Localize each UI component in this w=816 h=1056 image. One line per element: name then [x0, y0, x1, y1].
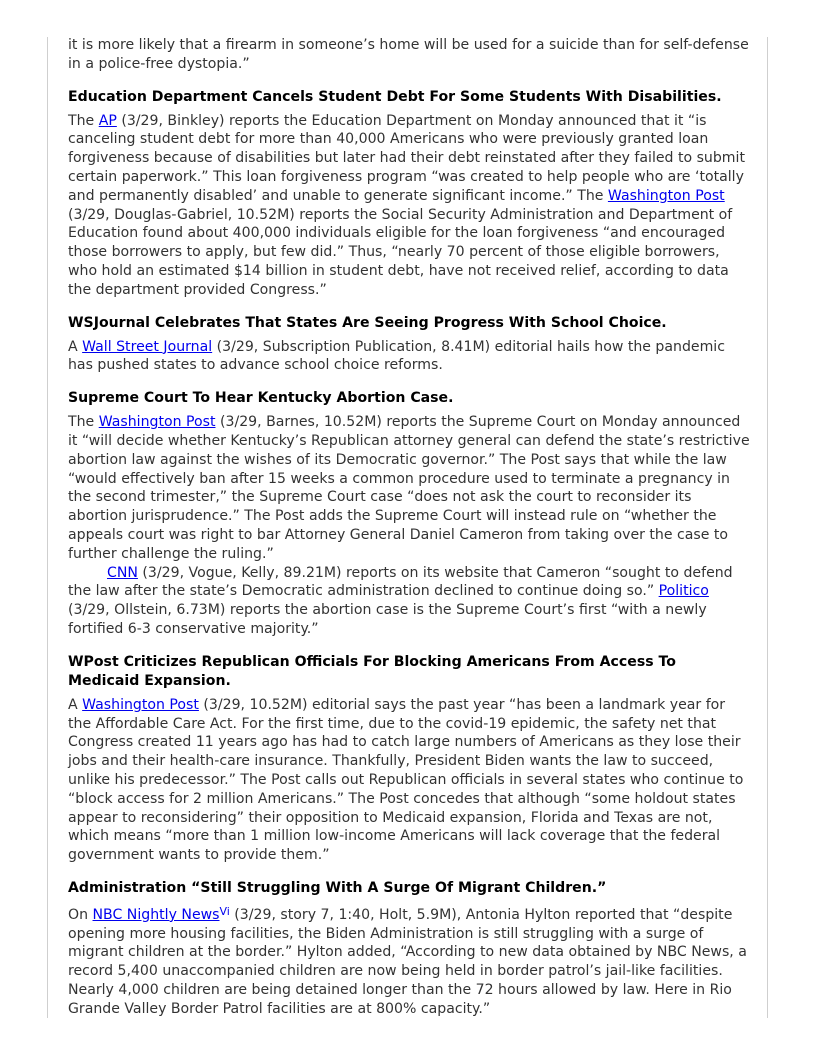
story-paragraph	[68, 338, 751, 376]
intro-paragraph: it is more likely that a firearm in someone’s home will be used for a suicide than for self-defense in a police-free dystopia.”	[68, 37, 749, 72]
text: The	[68, 414, 99, 431]
headline: WPost Criticizes Republican Officials For Blocking Americans From Access To Medicaid Expansion.	[68, 653, 676, 689]
headline: WSJournal Celebrates That States Are Seeing Progress With School Choice.	[68, 314, 667, 331]
headline: Supreme Court To Hear Kentucky Abortion Case.	[68, 390, 454, 407]
story-paragraph	[68, 903, 751, 1019]
story-abortion-case	[68, 389, 751, 639]
text: (3/29, Barnes, 10.52M) reports the Supreme Court on Monday announced it “will decide whether Kentucky’s Republican attorney general can defend the state’s restrictive abortion law against the wishes of its Democratic governor.” The Post says that while the law “would effectively ban after 15 weeks a common procedure used to terminate a pregnancy in the second trimester,” the Supreme Court case “does not ask the court to reconsider its abortion jurisprudence.” The Post adds the Supreme Court will instead rule on “whether the appeals court was right to bar Attorney General Daniel Cameron from taking over the case to further challenge the ruling.”	[68, 414, 750, 562]
text: (3/29, 10.52M) editorial says the past year “has been a landmark year for the Affordable Care Act. For the first time, due to the covid-19 epidemic, the safety net that Congress created 11 years ago has had to catch large numbers of Americans as they lose their jobs and their health-care insurance. Thankfully, President Biden wants the law to succeed, unlike his predecessor.” The Post calls out Republican officials in several states who continue to “block access for 2 million Americans.” The Post concedes that although “some holdout states appear to reconsidering” their opposition to Medicaid expansion, Florida and Texas are not, which means “more than 1 million low-income Americans will lack coverage that the federal government wants to provide them.”	[68, 696, 744, 864]
link-cnn[interactable]: CNN	[107, 564, 138, 581]
video-link[interactable]: Vi	[219, 904, 230, 918]
link-wall-street-journal[interactable]: Wall Street Journal	[82, 338, 213, 355]
story-school-choice	[68, 314, 751, 376]
headline: Education Department Cancels Student Debt For Some Students With Disabilities.	[68, 88, 722, 105]
story-paragraph	[68, 413, 751, 563]
text: (3/29, Ollstein, 6.73M) reports the abortion case is the Supreme Court’s first “with a newly fortified 6-3 conservative majority.”	[68, 602, 707, 637]
text: (3/29, Douglas-Gabriel, 10.52M) reports the Social Security Administration and Department of Education found about 400,000 individuals eligible for the loan forgiveness “and encouraged those borrowers to apply, but few did.” Thus, “nearly 70 percent of those eligible borrowers, who hold an estimated $14 billion in student debt, have not received relief, according to data the department provided Congress.”	[68, 206, 733, 298]
text: (3/29, Subscription Publication, 8.41M) editorial hails how the pandemic has pushed states to advance school choice reforms.	[68, 338, 725, 374]
text: The	[68, 112, 99, 129]
headline: Administration “Still Struggling With A Surge Of Migrant Children.”	[68, 879, 607, 896]
link-washington-post[interactable]: Washington Post	[82, 696, 199, 713]
text: On	[68, 906, 93, 923]
document-body	[68, 36, 751, 1019]
text: (3/29, story 7, 1:40, Holt, 5.9M), Antonia Hylton reported that “despite opening more housing facilities, the Biden Administration is still struggling with a surge of migrant children at the border.” Hylton added, “According to new data obtained by NBC News, a record 5,400 unaccompanied children are now being held in border patrol’s jail-like facilities. Nearly 4,000 children are being detained longer than the 72 hours allowed by law. Here in Rio Grande Valley Border Patrol facilities are at 800% capacity.”	[68, 906, 747, 1017]
link-ap[interactable]: AP	[98, 112, 117, 129]
link-politico[interactable]: Politico	[658, 583, 709, 600]
story-student-debt	[68, 88, 751, 300]
link-washington-post[interactable]: Washington Post	[98, 414, 216, 431]
story-paragraph	[68, 112, 751, 300]
text: A	[68, 338, 83, 355]
story-paragraph	[68, 564, 751, 639]
story-paragraph	[68, 696, 751, 865]
text: (3/29, Vogue, Kelly, 89.21M) reports on its website that Cameron “sought to defend the law after the state’s Democratic administration declined to continue doing so.”	[68, 564, 733, 600]
story-migrant-children	[68, 879, 751, 1019]
text: A	[68, 696, 83, 713]
text: (3/29, Binkley) reports the Education Department on Monday announced that it “is canceling student debt for more than 40,000 Americans who were previously granted loan forgiveness because of disabilities but later had their debt reinstated after they failed to submit certain paperwork.” This loan forgiveness program “was created to help people who are ‘totally and permanently disabled’ and unable to generate significant income.” The	[68, 112, 745, 204]
link-washington-post[interactable]: Washington Post	[607, 187, 725, 204]
story-medicaid-expansion	[68, 653, 751, 865]
link-nbc-nightly-news[interactable]: NBC Nightly News	[92, 906, 220, 923]
